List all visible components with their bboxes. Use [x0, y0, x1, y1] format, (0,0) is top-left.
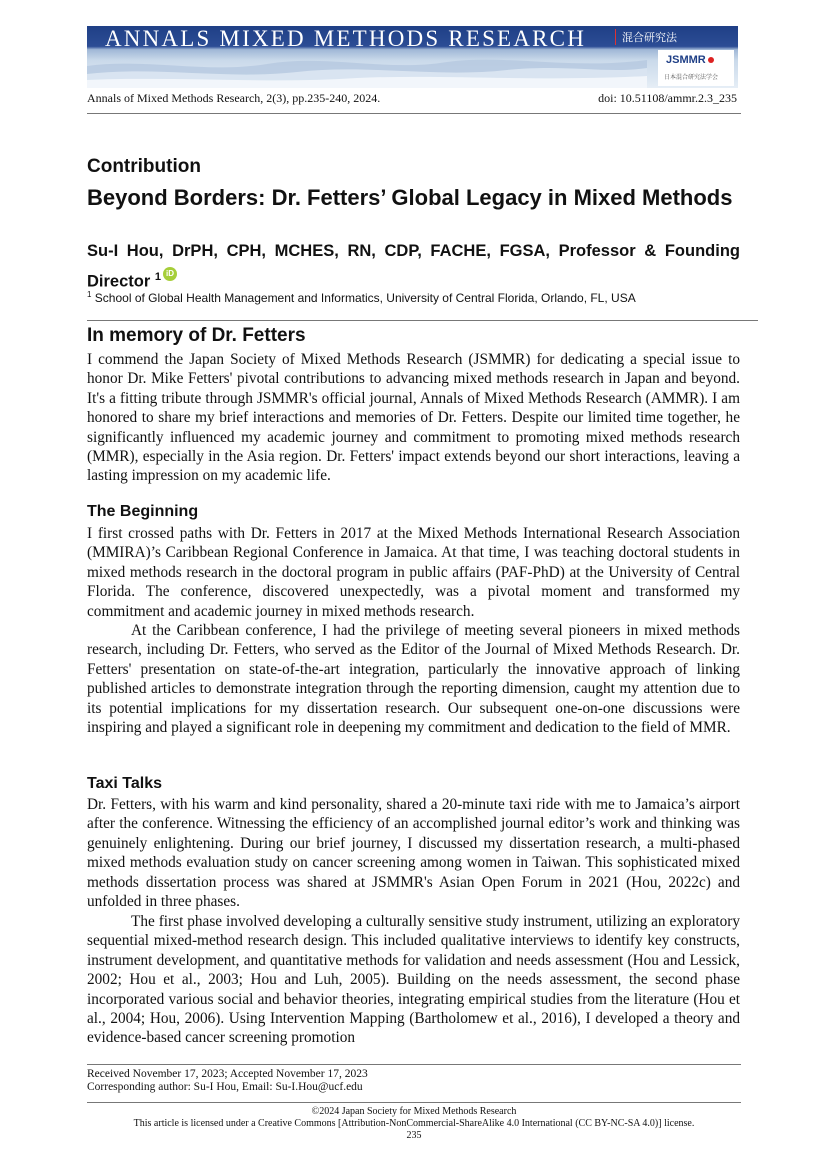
- logo-dot-icon: [708, 57, 714, 63]
- paragraph-beginning-1: I first crossed paths with Dr. Fetters in 2017 at the Mixed Methods International Research Association (MMIRA)’s Caribbean Regional Conference in Jamaica. At that time, I was teaching doctoral students in mixed methods research in the doctoral program in public affairs (PAF-PhD) at the University of Central Florida. The conference, discovered unexpectedly, was a pivotal moment and transformed my commitment and academic journey in mixed methods research.: [87, 525, 740, 620]
- doi-link[interactable]: doi: 10.51108/ammr.2.3_235: [598, 91, 737, 105]
- citation: Annals of Mixed Methods Research, 2(3), pp.235-240, 2024.: [87, 91, 381, 105]
- article-type: Contribution: [87, 156, 201, 177]
- jsmmr-logo-text: JSMMR: [666, 54, 706, 66]
- jsmmr-logo: [658, 50, 734, 86]
- footer-divider: [87, 1064, 741, 1065]
- article-title: Beyond Borders: Dr. Fetters’ Global Legacy in Mixed Methods: [87, 185, 733, 210]
- paragraph-taxi-1: Dr. Fetters, with his warm and kind personality, shared a 20-minute taxi ride with me to Jamaica’s airport after the conference. Witnessing the efficiency of an accomplished journal editor’s work and thinking was genuinely enlightening. During our brief journey, I discussed my dissertation research, a multi-phased mixed methods evaluation study on cancer screening among women in Taiwan. This sophisticated mixed methods dissertation process was shared at JSMMR's Asian Open Forum in 2021 (Hou, 2022c) and unfolded in three phases.: [87, 796, 740, 911]
- corresponding-author: Corresponding author: Su-I Hou, Email: Su-I.Hou@ucf.edu: [87, 1081, 363, 1093]
- journal-banner: [87, 26, 738, 88]
- orcid-icon[interactable]: iD: [163, 267, 177, 281]
- paragraph-memory: I commend the Japan Society of Mixed Methods Research (JSMMR) for dedicating a special issue to honor Dr. Mike Fetters' pivotal contributions to advancing mixed methods research in Japan and beyond. It's a fitting tribute through JSMMR's official journal, Annals of Mixed Methods Research (AMMR). I am honored to share my brief interactions and memories of Dr. Fetters. Despite our limited time together, he significantly influenced my academic journey and commitment to promoting mixed methods research (MMR), especially in the Asia region. Dr. Fetters' impact extends beyond our short interactions, leaving a lasting impression on my academic life.: [87, 351, 740, 485]
- affiliation-marker: 1: [87, 290, 92, 299]
- page-number: 235: [406, 1130, 422, 1141]
- license-text: This article is licensed under a Creative Commons [Attribution-NonCommercial-ShareAlike 4.0 International (CC BY-NC-SA 4.0)] license.: [133, 1118, 695, 1129]
- journal-banner-japanese: 混合研究法: [615, 29, 677, 45]
- title-divider: [87, 320, 758, 321]
- section-heading-taxi: Taxi Talks: [87, 775, 162, 792]
- received-dates: Received November 17, 2023; Accepted November 17, 2023: [87, 1068, 368, 1080]
- affiliation-text: School of Global Health Management and Informatics, University of Central Florida, Orlando, FL, USA: [91, 291, 636, 305]
- journal-banner-title: ANNALS MIXED METHODS RESEARCH: [105, 26, 587, 51]
- section-heading-beginning: The Beginning: [87, 503, 199, 520]
- author-affiliation-marker: 1: [154, 271, 161, 283]
- license-divider: [87, 1102, 741, 1103]
- section-heading-memory: In memory of Dr. Fetters: [87, 325, 306, 346]
- affiliation: [87, 290, 636, 305]
- header-divider: [87, 113, 741, 114]
- paragraph-beginning-2: At the Caribbean conference, I had the privilege of meeting several pioneers in mixed methods research, including Dr. Fetters, who served as the Editor of the Journal of Mixed Methods Research. Dr. Fetters' presentation on state-of-the-art integration, particularly the innovative approach of linking published articles to demonstrate integration through the reporting dimension, caught my attention due to its potential implications for my dissertation research. Our subsequent one-on-one discussions were inspiring and played a significant role in deepening my commitment and dedication to the field of MMR.: [87, 622, 740, 737]
- author-names: Su-I Hou, DrPH, CPH, MCHES, RN, CDP, FACHE, FGSA, Professor & Founding Director: [87, 242, 740, 291]
- copyright: ©2024 Japan Society for Mixed Methods Research: [311, 1106, 517, 1117]
- jsmmr-logo-subtext: 日本混合研究法学会: [664, 75, 719, 81]
- paragraph-taxi-2: The first phase involved developing a culturally sensitive study instrument, utilizing an exploratory sequential mixed-method research design. This included qualitative interviews to identify key constructs, instrument development, and quantitative methods for validation and needs assessment (Hou and Lessick, 2002; Hou et al., 2003; Hou and Luh, 2005). Building on the needs assessment, the second phase incorporated various social and behavior theories, integrating empirical studies from the literature (Hou et al., 2004; Hou, 2006). Using Intervention Mapping (Bartholomew et al., 2016), I developed a theory and evidence-based cancer screening promotion: [87, 913, 740, 1047]
- author-line: [87, 238, 740, 295]
- banner-waves-image: [87, 48, 647, 88]
